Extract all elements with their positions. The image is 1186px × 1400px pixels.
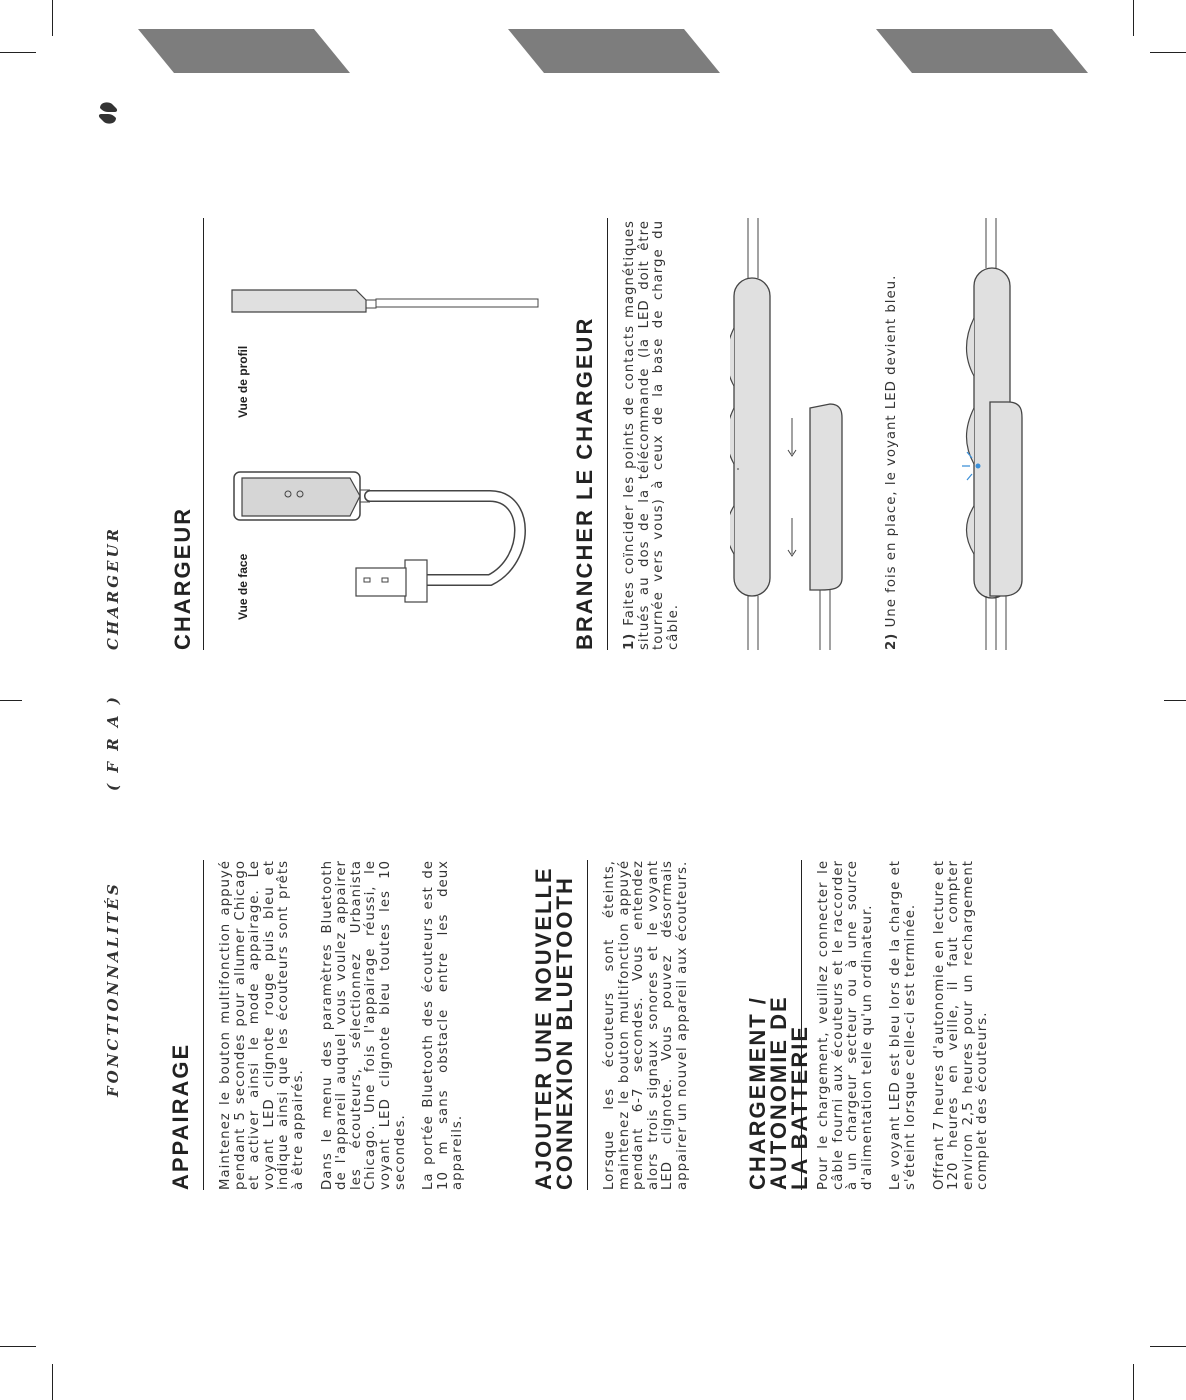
step-text: Une fois en place, le voyant LED devient bleu. — [884, 274, 899, 628]
crop-mark — [52, 0, 53, 36]
brand-logo-icon — [96, 100, 120, 126]
crop-mark — [52, 1364, 53, 1400]
section-connect — [574, 220, 681, 650]
section-rule — [607, 218, 608, 650]
section-appairage — [170, 860, 466, 1190]
step-number: 2) — [884, 632, 899, 650]
step-text: Faites coïncider les points de contacts magnétiques situés au dos de la télécommande (la LED doit être tournée vers vous) à ceux de la base de charge du câble. — [622, 220, 681, 650]
crop-mark — [1164, 700, 1186, 701]
section-rule — [203, 860, 204, 1190]
charger-title: CHARGEUR — [170, 506, 195, 650]
section-rule — [587, 860, 588, 1190]
paragraph: Pour le chargement, veuillez connecter le câble fourni aux écouteurs et le raccorder à un chargeur secteur ou à une source d'alimentation telle qu'un ordinateur. — [816, 860, 875, 1190]
step-1 — [623, 220, 681, 650]
step-number: 1) — [622, 632, 637, 650]
section-title: APPAIRAGE — [168, 1042, 193, 1190]
crop-mark — [0, 700, 22, 701]
header-shape — [876, 29, 1088, 73]
section-title: BRANCHER LE CHARGEUR — [572, 316, 597, 650]
charger-profile-illustration — [228, 282, 548, 322]
paragraph: Lorsque les écouteurs sont éteints, maintenez le bouton multifonction appuyé pendant 6-7 secondes. Vous entendez alors trois signaux sonores et le voyant LED clignote. Vous pouvez désormais appairer un nouvel appareil aux écouteurs. — [602, 860, 690, 1190]
paragraph: Dans le menu des paramètres Bluetooth de l'appareil auquel vous voulez appairer les écouteurs, sélectionnez Urbanista Chicago. Une fois l'appairage réussi, le voyant LED clignote bleu toutes les 10 secondes. — [319, 860, 408, 1190]
charger-rule — [203, 218, 204, 650]
paragraph: Le voyant LED est bleu lors de la charge et s'éteint lorsque celle-ci est terminée. — [888, 860, 918, 1190]
crop-mark — [1150, 52, 1186, 53]
paragraph: Maintenez le bouton multifonction appuyé pendant 5 secondes pour allumer Chicago et activer ainsi le mode appairage. Le voyant LED clignote rouge puis bleu et indique ainsi que les écouteurs sont prêts à être appairés. — [218, 860, 306, 1190]
remote-illustration-step-2 — [950, 218, 1030, 650]
section-title: CHARGEMENT / AUTONOMIE DE LA BATTERIE — [745, 995, 812, 1190]
paragraph: Offrant 7 heures d'autonomie en lecture et 120 heures en veille, il faut compter environ 2,5 heures pour un rechargement complet des écouteurs. — [931, 860, 991, 1190]
crop-mark — [0, 52, 36, 53]
crop-mark — [1133, 0, 1134, 36]
section-battery — [747, 860, 991, 1190]
running-header-center: ( F R A ) — [104, 694, 122, 791]
crop-mark — [1133, 1364, 1134, 1400]
charger-front-illustration — [230, 460, 550, 610]
profile-view-caption: Vue de profil — [236, 345, 250, 418]
header-shape — [508, 29, 720, 73]
crop-mark — [0, 1346, 36, 1347]
section-bluetooth — [533, 860, 691, 1190]
step-2 — [885, 218, 900, 650]
remote-illustration-step-1 — [730, 218, 860, 650]
running-header-left: FONCTIONNALITÉS — [104, 881, 122, 1097]
section-title: AJOUTER UNE NOUVELLE CONNEXION BLUETOOTH — [531, 866, 577, 1190]
front-view-caption: Vue de face — [236, 553, 250, 620]
header-shape — [138, 29, 350, 73]
crop-mark — [1150, 1346, 1186, 1347]
running-header-right: CHARGEUR — [104, 525, 122, 650]
paragraph: La portée Bluetooth des écouteurs est de 10 m sans obstacle entre les deux appareils. — [421, 860, 466, 1190]
